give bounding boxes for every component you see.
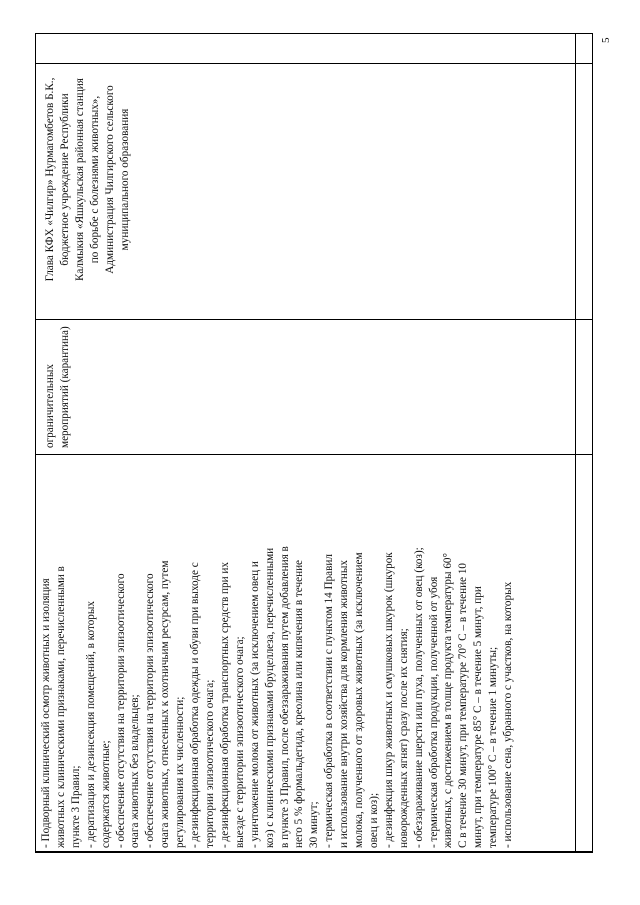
measure-line: содержатся животные;	[99, 740, 112, 848]
measure-line: выезде с территории эпизоотического очага;	[233, 636, 246, 848]
measure-line: минут, при температуре 85° С – в течение 5 минут, при	[472, 586, 485, 848]
measure-line: - использование сена, убранного с участков, на которых	[502, 581, 515, 848]
measure-line: температуре 100° С – в течение 1 минуты;	[487, 646, 500, 848]
measure-line: в пункте 3 Правил, после обеззараживания путем добавления в	[278, 546, 291, 848]
measure-line: очага животных, отнесенных к охотничьим ресурсам, путем	[159, 560, 172, 848]
measure-line: - дератизация и дезинсекция помещений, в которых	[84, 601, 97, 848]
measure-line: - Подворный клинический осмотр животных и изоляция	[40, 578, 52, 848]
measure-line: - дезинфекционная обработка транспортных средств при их	[218, 561, 231, 848]
responsible-cell: Глава КФХ «Чилгир» Нурмагомбетов Б.К., бюджетное учреждение Республики Калмыкия «Яшкульская районная станция по борьбе с болезнями животных», Администрация Чилгирского сельского муниципального образования	[44, 77, 131, 282]
deadline-cell: ограничительных мероприятий (карантина)	[44, 326, 71, 448]
measure-line: - уничтожение молока от животных (за исключением овец и	[248, 561, 261, 848]
measure-line: - термическая обработка продукции, полученной от убоя	[427, 576, 440, 848]
row-divider	[575, 34, 576, 852]
measure-line: животных с клиническими признаками, перечисленными в	[54, 566, 67, 848]
measure-line: и использование внутри хозяйства для кормления животных	[338, 560, 351, 848]
measure-line: регулирования их численности;	[174, 696, 187, 848]
column-divider	[36, 319, 592, 320]
measure-line: территории эпизоотического очага;	[203, 679, 216, 848]
measure-line: С в течение 30 минут, при температуре 70° С – в течение 10	[457, 562, 470, 848]
measure-line: коз) с клиническими признаками бруцеллеза, перечисленными	[263, 547, 276, 848]
measure-line: животных, с достижением в толще продукта температуры 60°	[442, 553, 455, 848]
measures-table	[35, 33, 593, 853]
page-number: 5	[600, 37, 612, 43]
measure-line: - дезинфекционная обработка одежды и обуви при выходе с	[189, 562, 202, 848]
measure-line: него 5 % формальдегида, креолина или кипячения в течение	[293, 559, 306, 848]
measure-line: - обеспечение отсутствия на территории эпизоотического	[114, 573, 127, 848]
measure-line: - обеспечение отсутствия на территории эпизоотического	[144, 573, 157, 848]
column-divider	[36, 454, 592, 455]
measure-line: 30 минут;	[308, 801, 321, 848]
measure-line: новорожденных ягнят) сразу после их снятия;	[397, 628, 410, 848]
measure-line: - дезинфекция шкур животных и смушковых шкурок (шкурок	[382, 552, 395, 848]
measure-line: - термическая обработка в соответствии с пунктом 14 Правил	[323, 554, 336, 848]
measure-line: овец и коз);	[367, 792, 380, 848]
measure-line: - обеззараживание шерсти или пуха, полученных от овец (коз);	[412, 547, 425, 848]
measure-line: молока, полученного от здоровых животных (за исключением	[353, 552, 366, 848]
measure-line: пункте 3 Правил;	[69, 765, 82, 848]
measures-cell	[39, 457, 516, 852]
measure-line: очага животных без владельцев;	[129, 694, 142, 848]
column-divider	[36, 63, 592, 64]
